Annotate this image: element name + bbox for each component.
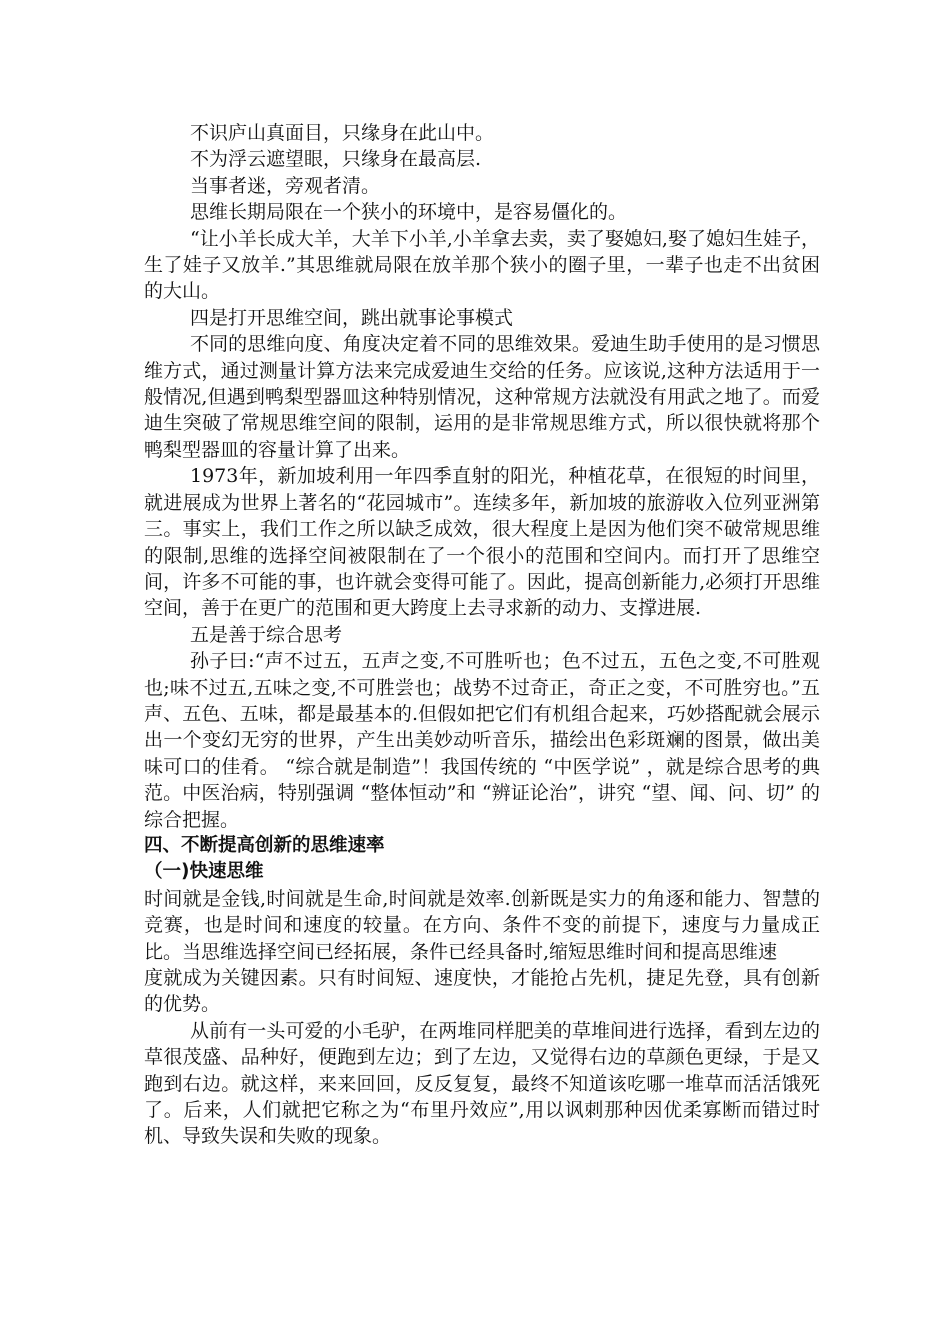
paragraph-thinking-rigid: 思维长期局限在一个狭小的环境中，是容易僵化的。	[190, 201, 628, 224]
paragraph-singapore: 1973年，新加坡利用一年四季直射的阳光，种植花草，在很短的时间里，就进展成为世界上著名的“花园城市”。连续多年，新加坡的旅游收入位列亚洲第三。事实上，我们工作之所以缺乏成效，很大程度上是因为他们突不破常规思维的限制,思维的选择空间被限制在了一个很小的范围和空间内。而打开了思维空间，许多不可能的事，也许就会变得可能了。因此，提高创新能力,必须打开思维空间，善于在更广的范围和更大跨度上去寻求新的动力、支撑进展.	[144, 465, 820, 620]
paragraph-buridan-donkey: 从前有一头可爱的小毛驴，在两堆同样肥美的草堆间进行选择，看到左边的草很茂盛、品种好，便跑到左边；到了左边，又觉得右边的草颜色更绿，于是又跑到右边。就这样，来来回回，反反复复，最终不知道该吃哪一堆草而活活饿死了。后来，人们就把它称之为“布里丹效应”,用以讽刺那种因优柔寡断而错过时机、导致失误和失败的现象。	[144, 1019, 820, 1148]
poem-line-1: 不识庐山真面目，只缘身在此山中。	[190, 122, 495, 144]
heading-point-four: 四是打开思维空间，跳出就事论事模式	[190, 306, 514, 329]
paragraph-edison: 不同的思维向度、角度决定着不同的思维效果。爱迪生助手使用的是习惯思维方式，通过测量计算方法来完成爱迪生交给的任务。应该说,这种方法适用于一般情况,但遇到鸭梨型器皿这种特别情况，这种常规方法就没有用武之地了。而爱迪生突破了常规思维空间的限制，运用的是非常规思维方式，所以很快就将那个鸭梨型器皿的容量计算了出来。	[144, 333, 820, 461]
proverb-line: 当事者迷，旁观者清。	[190, 174, 381, 197]
heading-point-five: 五是善于综合思考	[190, 623, 343, 646]
paragraph-speed-key: 度就成为关键因素。只有时间短、速度快，才能抢占先机，捷足先登，具有创新的优势。	[144, 967, 820, 1016]
document-body	[144, 120, 820, 1150]
paragraph-sheep-story: “让小羊长成大羊，大羊下小羊,小羊拿去卖，卖了娶媳妇,娶了媳妇生娃子，生了娃子又放羊.”其思维就局限在放羊那个狭小的圈子里，一辈子也走不出贫困的大山。	[144, 227, 820, 303]
paragraph-time-efficiency: 时间就是金钱,时间就是生命,时间就是效率.创新既是实力的角逐和能力、智慧的竞赛，也是时间和速度的较量。在方向、条件不变的前提下，速度与力量成正比。当思维选择空间已经拓展，条件已经具备时,缩短思维时间和提高思维速	[144, 887, 820, 963]
poem-line-2: 不为浮云遮望眼，只缘身在最高层.	[190, 148, 482, 171]
section-heading-four: 四、不断提高创新的思维速率	[144, 834, 385, 856]
paragraph-sunzi: 孙子曰:“声不过五，五声之变,不可胜听也；色不过五，五色之变,不可胜观也;味不过五,五味之变,不可胜尝也；战势不过奇正，奇正之变，不可胜穷也。”五声、五色、五味，都是最基本的.但假如把它们有机组合起来，巧妙搭配就会展示出一个变幻无穷的世界，产生出美妙动听音乐，描绘出色彩斑斓的图景，做出美味可口的佳肴。 “综合就是制造”！我国传统的 “中医学说” ，就是综合思考的典范。中医治病，特别强调 “整体恒动”和 “辨证论治”，讲究 “望、闻、问、切” 的综合把握。	[144, 650, 820, 831]
subsection-heading-fast-thinking: （一)快速思维	[144, 861, 264, 883]
